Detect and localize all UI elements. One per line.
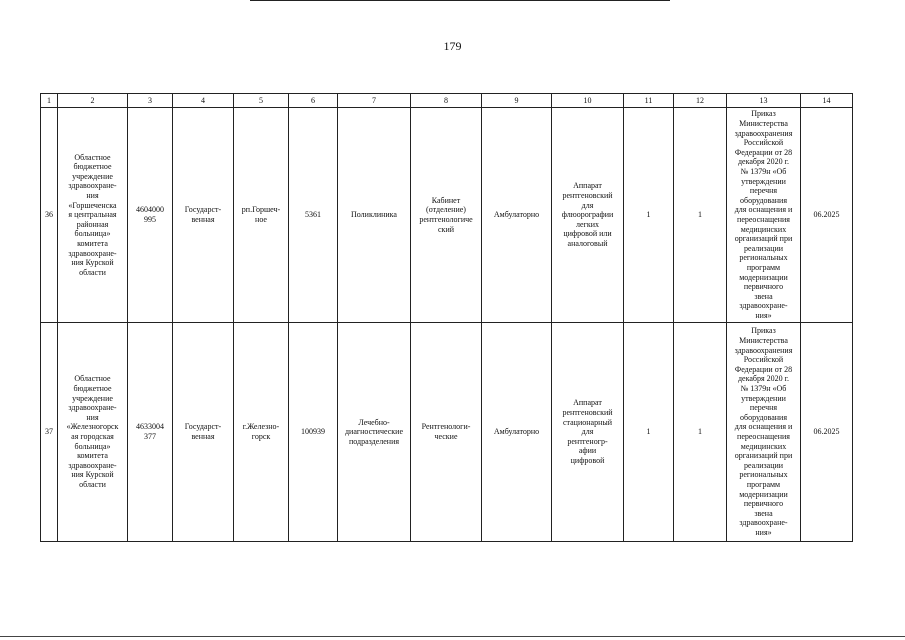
equipment-registry-table bbox=[40, 93, 853, 542]
quantity: 1 bbox=[674, 323, 727, 542]
page-number: 179 bbox=[443, 39, 462, 53]
organization-name: Областное бюджетное учреждение здравоохране- ния «Железногорск ая городская больница» комитета здравоохране- ния Курской области bbox=[58, 323, 128, 542]
quantity: 1 bbox=[624, 108, 674, 323]
column-number: 9 bbox=[482, 94, 552, 108]
ownership-form: Государст- венная bbox=[173, 108, 234, 323]
column-number: 5 bbox=[234, 94, 289, 108]
locality-code: 5361 bbox=[289, 108, 338, 323]
locality: г.Железно- горск bbox=[234, 323, 289, 542]
column-number: 10 bbox=[552, 94, 624, 108]
organization-name: Областное бюджетное учреждение здравоохране- ния «Горшеченска я центральная районная больница» комитета здравоохране- ния Курской области bbox=[58, 108, 128, 323]
column-number: 8 bbox=[411, 94, 482, 108]
care-conditions: Амбулаторно bbox=[482, 323, 552, 542]
column-number: 13 bbox=[727, 94, 801, 108]
locality: рп.Горшеч- ное bbox=[234, 108, 289, 323]
room: Кабинет (отделение) рентгенологиче ский bbox=[411, 108, 482, 323]
quantity: 1 bbox=[624, 323, 674, 542]
table-row bbox=[41, 323, 853, 542]
column-number: 12 bbox=[674, 94, 727, 108]
column-number: 11 bbox=[624, 94, 674, 108]
table-row bbox=[41, 108, 853, 323]
ownership-form: Государст- венная bbox=[173, 323, 234, 542]
column-number: 6 bbox=[289, 94, 338, 108]
row-number: 37 bbox=[41, 323, 58, 542]
column-number: 2 bbox=[58, 94, 128, 108]
delivery-date: 06.2025 bbox=[801, 323, 853, 542]
room: Рентгенологи- ческие bbox=[411, 323, 482, 542]
delivery-date: 06.2025 bbox=[801, 108, 853, 323]
locality-code: 100939 bbox=[289, 323, 338, 542]
top-rule bbox=[250, 0, 670, 1]
organization-code: 4633004 377 bbox=[128, 323, 173, 542]
subdivision: Лечебно- диагностические подразделения bbox=[338, 323, 411, 542]
care-conditions: Амбулаторно bbox=[482, 108, 552, 323]
equipment-name: Аппарат рентгеновский стационарный для рентгеногр- афии цифровой bbox=[552, 323, 624, 542]
column-number: 4 bbox=[173, 94, 234, 108]
equipment-name: Аппарат рентгеновский для флюорографии легких цифровой или аналоговый bbox=[552, 108, 624, 323]
bottom-rule bbox=[0, 636, 905, 637]
subdivision: Поликлиника bbox=[338, 108, 411, 323]
quantity: 1 bbox=[674, 108, 727, 323]
column-number: 7 bbox=[338, 94, 411, 108]
column-number-row bbox=[41, 94, 853, 108]
organization-code: 4604000 995 bbox=[128, 108, 173, 323]
column-number: 3 bbox=[128, 94, 173, 108]
row-number: 36 bbox=[41, 108, 58, 323]
column-number: 14 bbox=[801, 94, 853, 108]
regulatory-order: Приказ Министерства здравоохранения Российской Федерации от 28 декабря 2020 г. № 1379н «Об утверждении перечня оборудования для оснащения и переоснащения медицинских организаций при реализации региональных программ модернизации первичного звена здравоохране- ния» bbox=[727, 323, 801, 542]
regulatory-order: Приказ Министерства здравоохранения Российской Федерации от 28 декабря 2020 г. № 1379н «Об утверждении перечня оборудования для оснащения и переоснащения медицинских организаций при реализации региональных программ модернизации первичного звена здравоохране- ния» bbox=[727, 108, 801, 323]
column-number: 1 bbox=[41, 94, 58, 108]
